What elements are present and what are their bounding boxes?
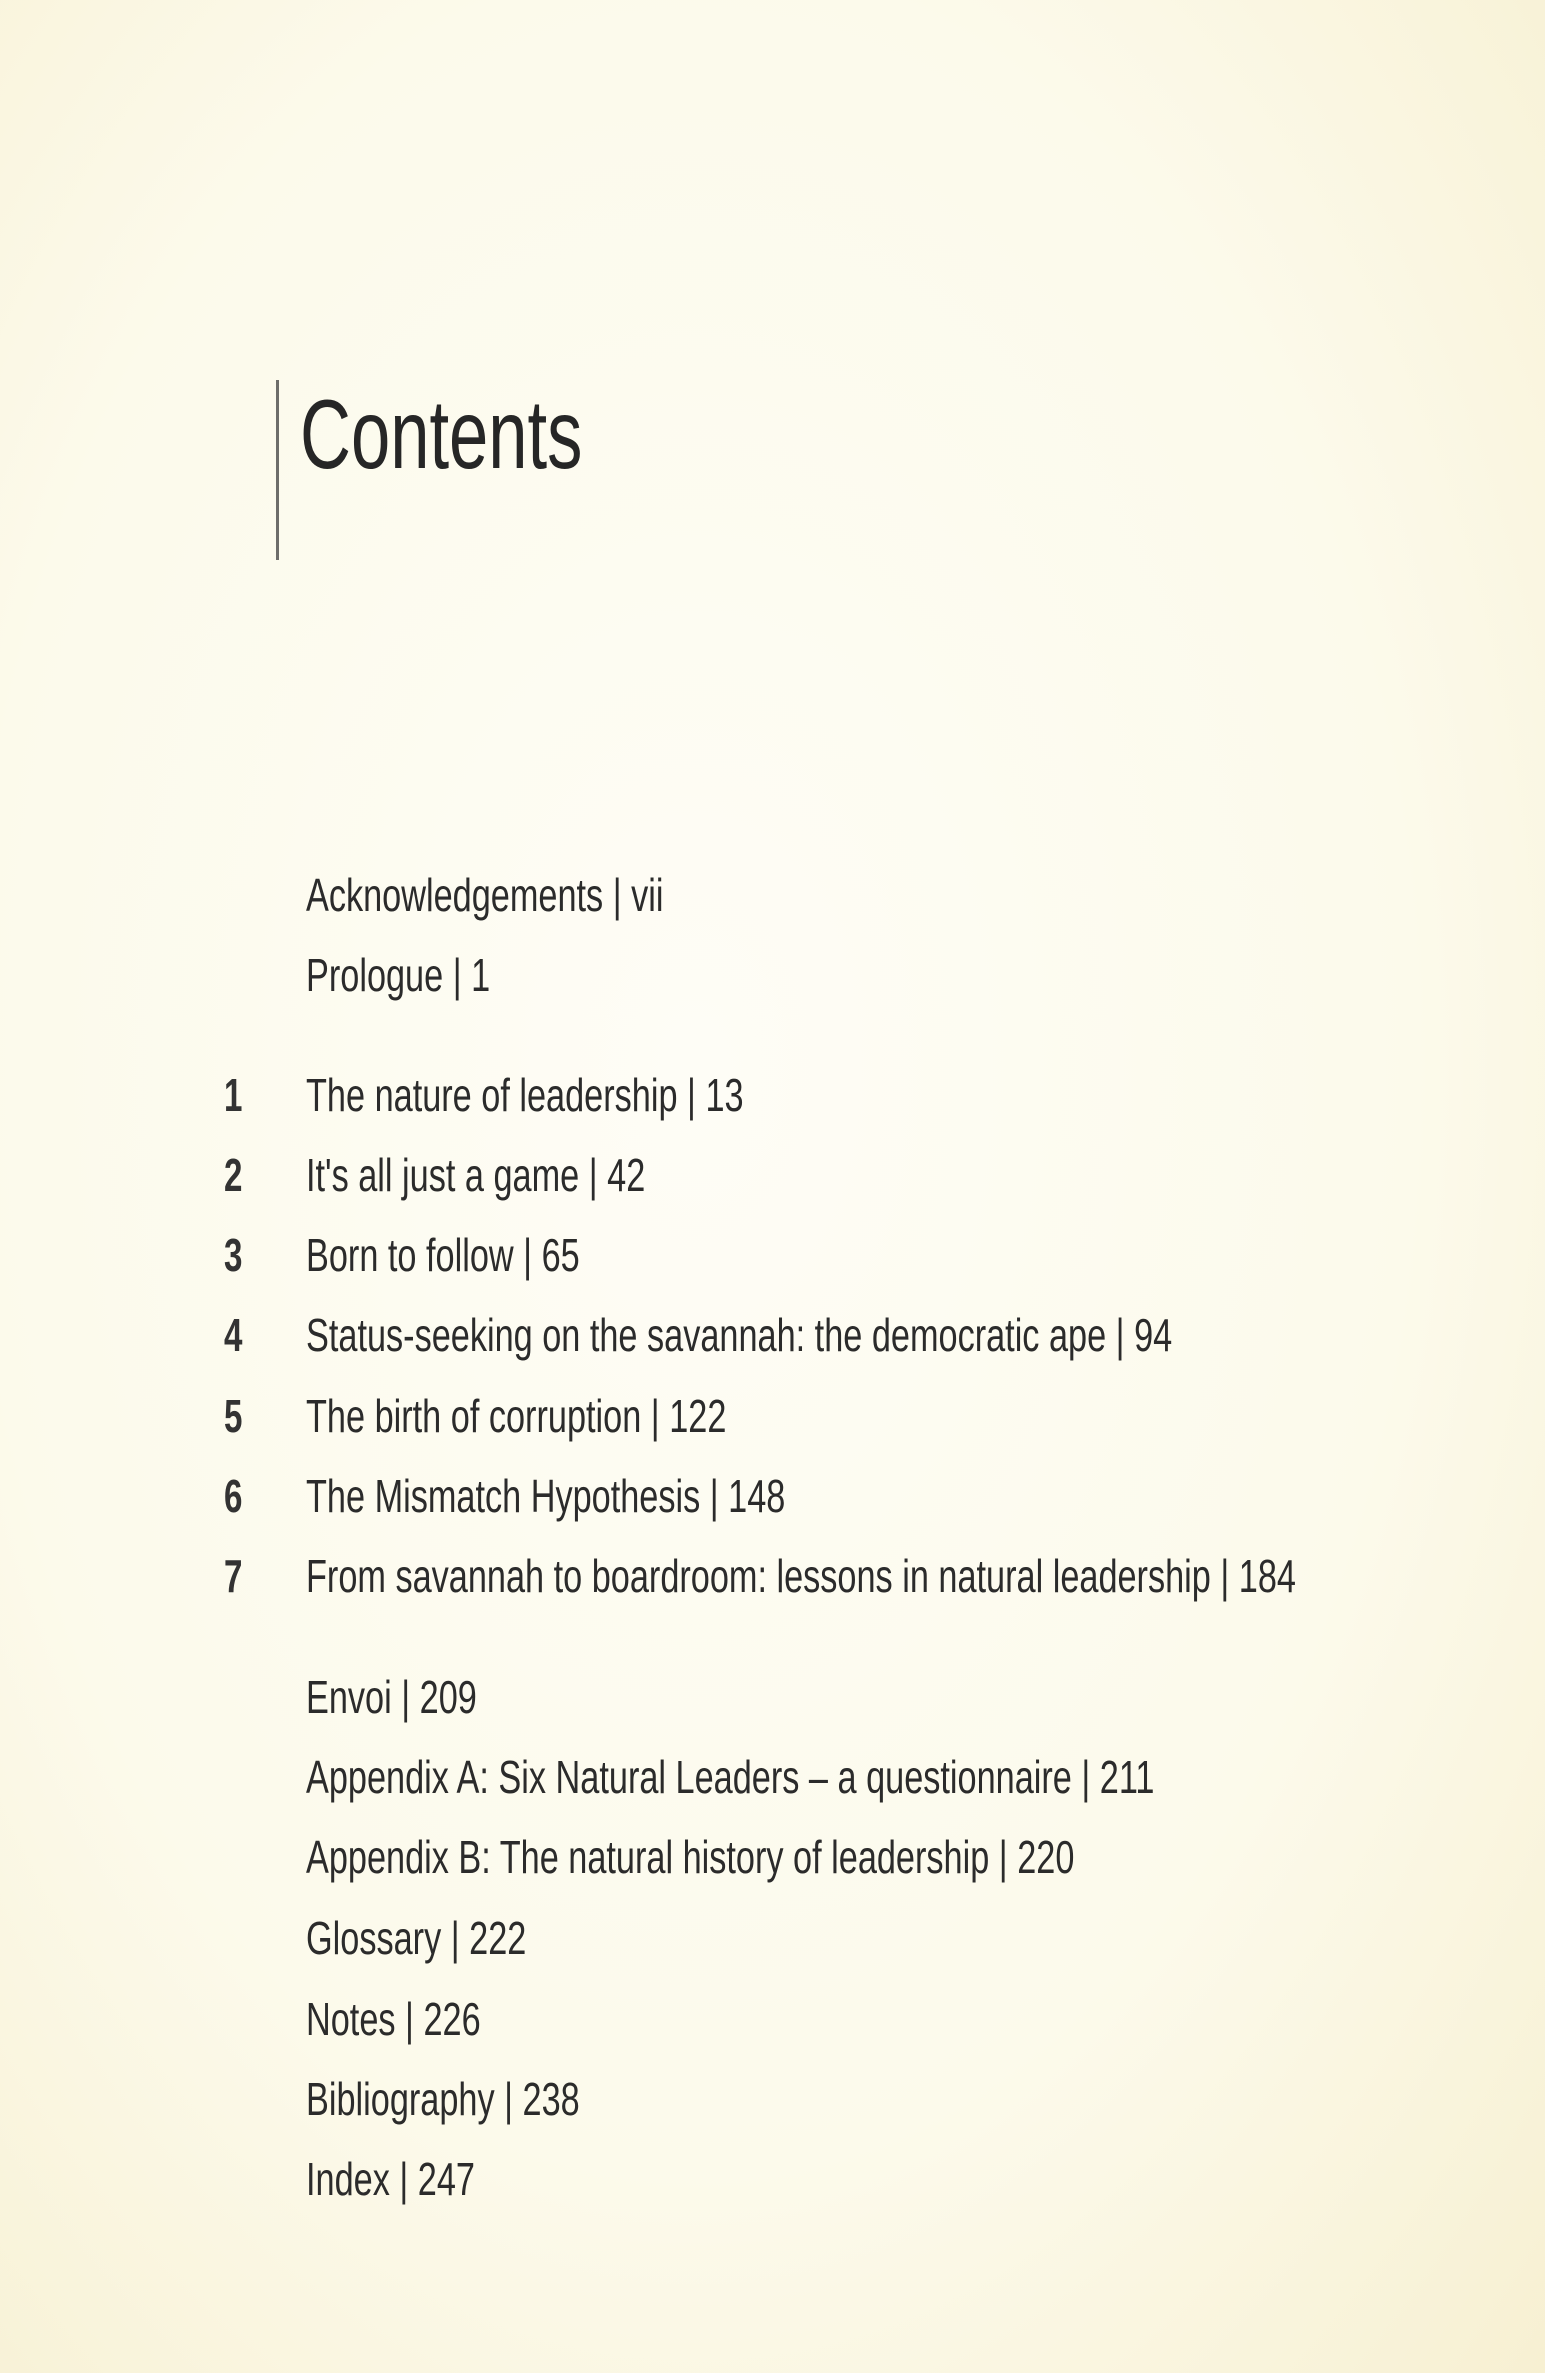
toc-entry-label: Appendix A: Six Natural Leaders – a questionnaire | 211 (306, 1751, 1155, 1803)
chapter-number: 4 (224, 1309, 243, 1361)
toc-entry-label: Acknowledgements | vii (306, 869, 664, 921)
chapter-label: Status-seeking on the savannah: the democratic ape | 94 (306, 1309, 1173, 1361)
chapter-label: From savannah to boardroom: lessons in natural leadership | 184 (306, 1550, 1296, 1602)
toc-entry-label: Bibliography | 238 (306, 2073, 580, 2125)
chapter-label: The Mismatch Hypothesis | 148 (306, 1470, 786, 1522)
chapter-number: 7 (224, 1550, 243, 1602)
chapter-label: It's all just a game | 42 (306, 1149, 646, 1201)
chapter-number: 1 (224, 1069, 243, 1121)
chapter-number: 6 (224, 1470, 243, 1522)
title-rule (276, 380, 279, 560)
toc-entry-label: Glossary | 222 (306, 1912, 527, 1964)
chapter-label: The birth of corruption | 122 (306, 1390, 727, 1442)
chapter-label: The nature of leadership | 13 (306, 1069, 744, 1121)
toc-entry-label: Appendix B: The natural history of leadership | 220 (306, 1831, 1075, 1883)
toc-entry-label: Notes | 226 (306, 1993, 481, 2045)
toc-entry-label: Envoi | 209 (306, 1671, 477, 1723)
chapter-label: Born to follow | 65 (306, 1229, 580, 1281)
page-title: Contents (300, 379, 583, 489)
chapter-number: 5 (224, 1390, 243, 1442)
toc-entry-label: Prologue | 1 (306, 949, 491, 1001)
chapter-number: 3 (224, 1229, 243, 1281)
chapter-number: 2 (224, 1149, 243, 1201)
toc-entry-label: Index | 247 (306, 2153, 475, 2205)
